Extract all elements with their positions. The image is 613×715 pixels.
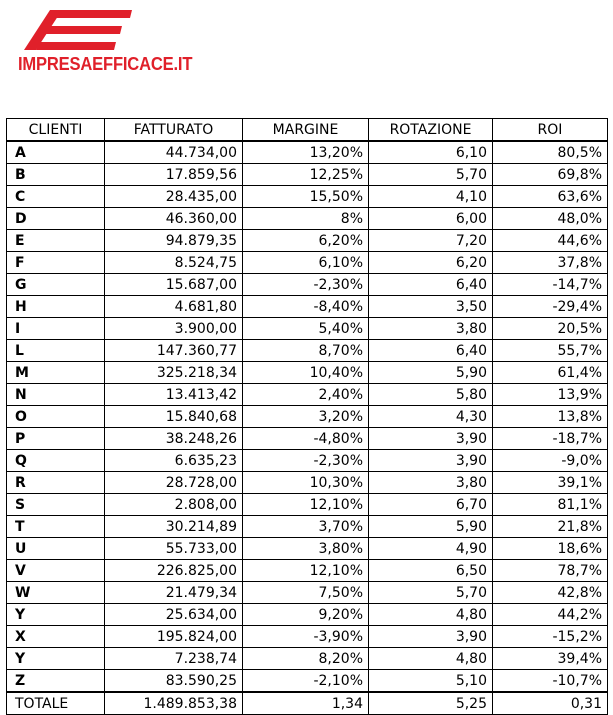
total-row xyxy=(7,692,608,715)
fatturato-cell: 38.248,26 xyxy=(105,428,243,450)
margine-cell: 8,20% xyxy=(243,648,369,670)
rotazione-cell: 3,80 xyxy=(369,472,493,494)
roi-cell: 21,8% xyxy=(493,516,608,538)
table-row xyxy=(7,604,608,626)
roi-cell: 69,8% xyxy=(493,164,608,186)
rotazione-cell: 3,90 xyxy=(369,428,493,450)
client-name-cell: R xyxy=(7,472,105,494)
margine-cell: 8,70% xyxy=(243,340,369,362)
client-name-cell: V xyxy=(7,560,105,582)
margine-cell: 12,25% xyxy=(243,164,369,186)
table-row xyxy=(7,340,608,362)
margine-cell: 12,10% xyxy=(243,560,369,582)
rotazione-cell: 5,90 xyxy=(369,516,493,538)
client-name-cell: M xyxy=(7,362,105,384)
margine-cell: 7,50% xyxy=(243,582,369,604)
table-row xyxy=(7,494,608,516)
table-body xyxy=(7,141,608,715)
margine-cell: -4,80% xyxy=(243,428,369,450)
rotazione-cell: 5,80 xyxy=(369,384,493,406)
roi-cell: 18,6% xyxy=(493,538,608,560)
roi-cell: 61,4% xyxy=(493,362,608,384)
roi-cell: 78,7% xyxy=(493,560,608,582)
table-row xyxy=(7,252,608,274)
table-row xyxy=(7,208,608,230)
rotazione-cell: 6,40 xyxy=(369,340,493,362)
rotazione-cell: 4,80 xyxy=(369,648,493,670)
roi-cell: 44,6% xyxy=(493,230,608,252)
table-row xyxy=(7,384,608,406)
margine-cell: 12,10% xyxy=(243,494,369,516)
table-row xyxy=(7,318,608,340)
fatturato-cell: 4.681,80 xyxy=(105,296,243,318)
fatturato-cell: 325.218,34 xyxy=(105,362,243,384)
client-name-cell: S xyxy=(7,494,105,516)
fatturato-cell: 28.728,00 xyxy=(105,472,243,494)
client-name-cell: H xyxy=(7,296,105,318)
client-name-cell: O xyxy=(7,406,105,428)
client-name-cell: U xyxy=(7,538,105,560)
roi-cell: 42,8% xyxy=(493,582,608,604)
fatturato-cell: 55.733,00 xyxy=(105,538,243,560)
margine-cell: 8% xyxy=(243,208,369,230)
fatturato-cell: 44.734,00 xyxy=(105,141,243,164)
rotazione-cell: 5,70 xyxy=(369,164,493,186)
margine-cell: 3,80% xyxy=(243,538,369,560)
roi-cell: -10,7% xyxy=(493,670,608,693)
rotazione-cell: 6,00 xyxy=(369,208,493,230)
margine-cell: -8,40% xyxy=(243,296,369,318)
table-row xyxy=(7,428,608,450)
client-name-cell: F xyxy=(7,252,105,274)
rotazione-cell: 3,90 xyxy=(369,626,493,648)
client-name-cell: X xyxy=(7,626,105,648)
fatturato-cell: 46.360,00 xyxy=(105,208,243,230)
fatturato-cell: 15.687,00 xyxy=(105,274,243,296)
rotazione-cell: 5,90 xyxy=(369,362,493,384)
rotazione-cell: 7,20 xyxy=(369,230,493,252)
table-row xyxy=(7,670,608,693)
margine-cell: 6,10% xyxy=(243,252,369,274)
fatturato-cell: 6.635,23 xyxy=(105,450,243,472)
rotazione-cell: 3,90 xyxy=(369,450,493,472)
brand-logo[interactable] xyxy=(14,6,204,76)
client-name-cell: G xyxy=(7,274,105,296)
fatturato-cell: 13.413,42 xyxy=(105,384,243,406)
margine-cell: -2,10% xyxy=(243,670,369,693)
fatturato-cell: 30.214,89 xyxy=(105,516,243,538)
rotazione-cell: 6,40 xyxy=(369,274,493,296)
client-name-cell: Y xyxy=(7,648,105,670)
fatturato-cell: 83.590,25 xyxy=(105,670,243,693)
roi-cell: 63,6% xyxy=(493,186,608,208)
fatturato-cell: 226.825,00 xyxy=(105,560,243,582)
rotazione-cell: 4,30 xyxy=(369,406,493,428)
rotazione-cell: 3,80 xyxy=(369,318,493,340)
fatturato-cell: 147.360,77 xyxy=(105,340,243,362)
total-client-name-cell: TOTALE xyxy=(7,692,105,715)
rotazione-cell: 3,50 xyxy=(369,296,493,318)
fatturato-cell: 7.238,74 xyxy=(105,648,243,670)
fatturato-cell: 28.435,00 xyxy=(105,186,243,208)
header-rotazione: ROTAZIONE xyxy=(369,119,493,142)
fatturato-cell: 195.824,00 xyxy=(105,626,243,648)
roi-cell: 48,0% xyxy=(493,208,608,230)
table-row xyxy=(7,164,608,186)
rotazione-cell: 5,70 xyxy=(369,582,493,604)
table-header-row xyxy=(7,119,608,142)
client-name-cell: Q xyxy=(7,450,105,472)
roi-cell: 39,1% xyxy=(493,472,608,494)
fatturato-cell: 17.859,56 xyxy=(105,164,243,186)
roi-cell: 55,7% xyxy=(493,340,608,362)
roi-cell: 44,2% xyxy=(493,604,608,626)
table-row xyxy=(7,186,608,208)
client-name-cell: A xyxy=(7,141,105,164)
margine-cell: 6,20% xyxy=(243,230,369,252)
header-clienti: CLIENTI xyxy=(7,119,105,142)
margine-cell: 5,40% xyxy=(243,318,369,340)
client-name-cell: W xyxy=(7,582,105,604)
fatturato-cell: 3.900,00 xyxy=(105,318,243,340)
rotazione-cell: 4,80 xyxy=(369,604,493,626)
logo-mark-icon xyxy=(14,6,134,52)
fatturato-cell: 94.879,35 xyxy=(105,230,243,252)
total-roi-cell: 0,31 xyxy=(493,692,608,715)
client-name-cell: N xyxy=(7,384,105,406)
roi-cell: -29,4% xyxy=(493,296,608,318)
margine-cell: 10,40% xyxy=(243,362,369,384)
table-row xyxy=(7,560,608,582)
table-row xyxy=(7,141,608,164)
rotazione-cell: 4,10 xyxy=(369,186,493,208)
margine-cell: 10,30% xyxy=(243,472,369,494)
client-name-cell: I xyxy=(7,318,105,340)
roi-cell: 80,5% xyxy=(493,141,608,164)
header-margine: MARGINE xyxy=(243,119,369,142)
roi-cell: 39,4% xyxy=(493,648,608,670)
roi-cell: 13,9% xyxy=(493,384,608,406)
margine-cell: 2,40% xyxy=(243,384,369,406)
table-row xyxy=(7,406,608,428)
total-fatturato-cell: 1.489.853,38 xyxy=(105,692,243,715)
table-row xyxy=(7,582,608,604)
margine-cell: 9,20% xyxy=(243,604,369,626)
clients-table xyxy=(6,118,608,715)
header-roi: ROI xyxy=(493,119,608,142)
fatturato-cell: 25.634,00 xyxy=(105,604,243,626)
client-name-cell: P xyxy=(7,428,105,450)
table-row xyxy=(7,296,608,318)
table-row xyxy=(7,516,608,538)
table-row xyxy=(7,472,608,494)
margine-cell: 15,50% xyxy=(243,186,369,208)
table-row xyxy=(7,230,608,252)
margine-cell: 3,20% xyxy=(243,406,369,428)
rotazione-cell: 5,10 xyxy=(369,670,493,693)
table-row xyxy=(7,626,608,648)
client-name-cell: Y xyxy=(7,604,105,626)
total-rotazione-cell: 5,25 xyxy=(369,692,493,715)
margine-cell: 3,70% xyxy=(243,516,369,538)
rotazione-cell: 4,90 xyxy=(369,538,493,560)
fatturato-cell: 15.840,68 xyxy=(105,406,243,428)
client-name-cell: B xyxy=(7,164,105,186)
fatturato-cell: 8.524,75 xyxy=(105,252,243,274)
client-name-cell: L xyxy=(7,340,105,362)
rotazione-cell: 6,20 xyxy=(369,252,493,274)
logo-text: IMPRESAEFFICACE.IT xyxy=(18,54,193,74)
margine-cell: -3,90% xyxy=(243,626,369,648)
client-name-cell: T xyxy=(7,516,105,538)
roi-cell: 37,8% xyxy=(493,252,608,274)
margine-cell: -2,30% xyxy=(243,450,369,472)
fatturato-cell: 21.479,34 xyxy=(105,582,243,604)
rotazione-cell: 6,10 xyxy=(369,141,493,164)
table-row xyxy=(7,362,608,384)
fatturato-cell: 2.808,00 xyxy=(105,494,243,516)
rotazione-cell: 6,50 xyxy=(369,560,493,582)
header-fatturato: FATTURATO xyxy=(105,119,243,142)
margine-cell: -2,30% xyxy=(243,274,369,296)
roi-cell: -14,7% xyxy=(493,274,608,296)
roi-cell: -9,0% xyxy=(493,450,608,472)
client-name-cell: D xyxy=(7,208,105,230)
roi-cell: -18,7% xyxy=(493,428,608,450)
margine-cell: 13,20% xyxy=(243,141,369,164)
roi-cell: -15,2% xyxy=(493,626,608,648)
roi-cell: 81,1% xyxy=(493,494,608,516)
table-row xyxy=(7,450,608,472)
roi-cell: 13,8% xyxy=(493,406,608,428)
rotazione-cell: 6,70 xyxy=(369,494,493,516)
client-name-cell: C xyxy=(7,186,105,208)
table-row xyxy=(7,538,608,560)
total-margine-cell: 1,34 xyxy=(243,692,369,715)
roi-cell: 20,5% xyxy=(493,318,608,340)
client-name-cell: Z xyxy=(7,670,105,693)
table-row xyxy=(7,274,608,296)
table-row xyxy=(7,648,608,670)
client-name-cell: E xyxy=(7,230,105,252)
